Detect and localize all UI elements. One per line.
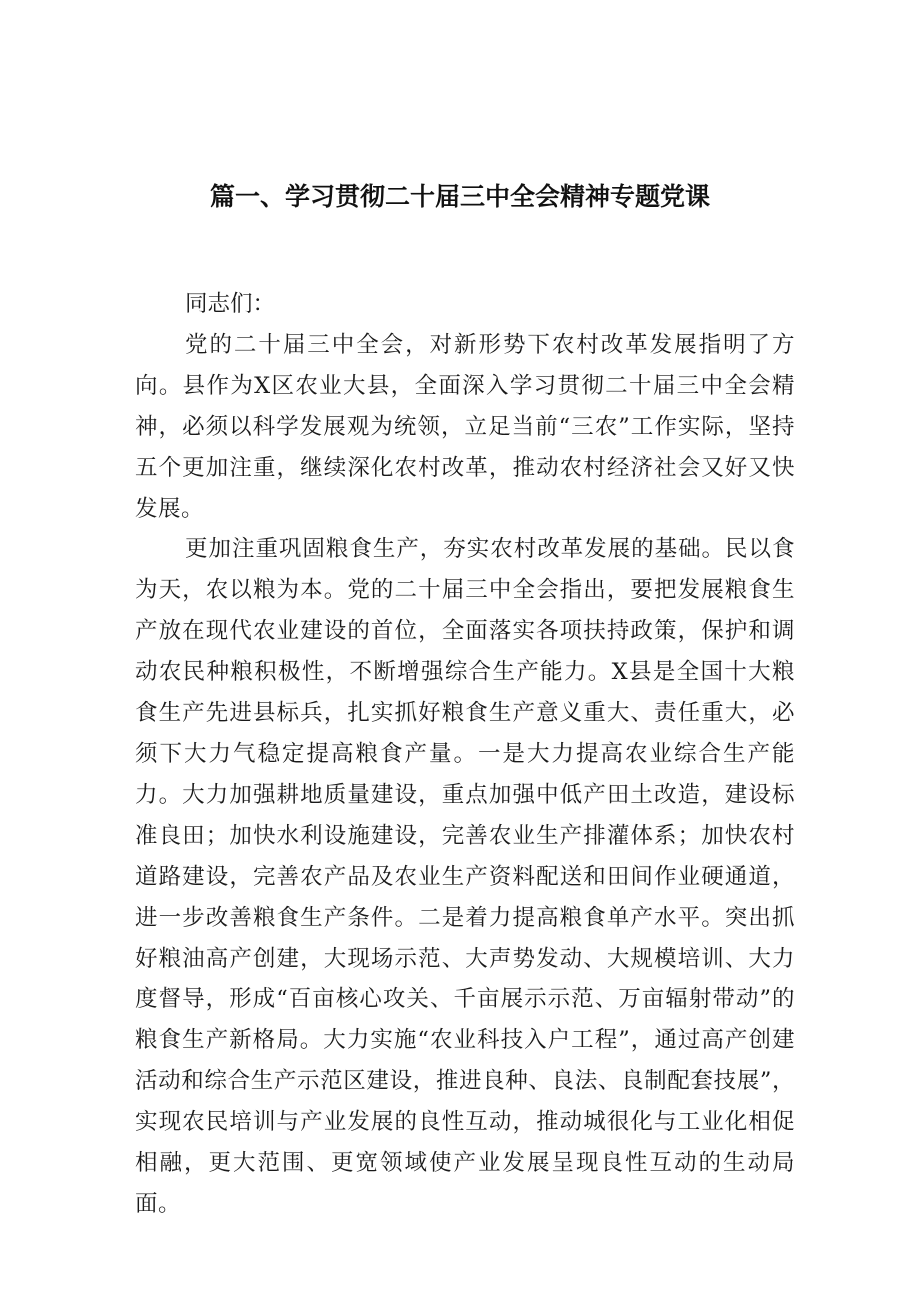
paragraph: 更加注重巩固粮食生产，夯实农村改革发展的基础。民以食为天，农以粮为本。党的二十届三中全会指出，要把发展粮食生产放在现代农业建设的首位，全面落实各项扶持政策，保护和调动农民种粮积极性，不断增强综合生产能力。X县是全国十大粮食生产先进县标兵，扎实抓好粮食生产意义重大、责任重大，必须下大力气稳定提高粮食产量。一是大力提高农业综合生产能力。大力加强耕地质量建设，重点加强中低产田土改造，建设标准良田；加快水利设施建设，完善农业生产排灌体系；加快农村道路建设，完善农产品及农业生产资料配送和田间作业硬通道，进一步改善粮食生产条件。二是着力提高粮食单产水平。突出抓好粮油高产创建，大现场示范、大声势发动、大规模培训、大力度督导，形成“百亩核心攻关、千亩展示示范、万亩辐射带动”的粮食生产新格局。大力实施“农业科技入户工程”，通过高产创建活动和综合生产示范区建设，推进良种、良法、良制配套技展”，实现农民培训与产业发展的良性互动，推动城很化与工业化相促相融，更大范围、更宽领域使产业发展呈现良性互动的生动局面。 xyxy=(135,536,795,1217)
salutation: 同志们： xyxy=(185,291,276,317)
document-body xyxy=(135,284,795,1225)
paragraph: 党的二十届三中全会，对新形势下农村改革发展指明了方向。县作为X区农业大县，全面深入学习贯彻二十届三中全会精神，必须以科学发展观为统领，立足当前“三农”工作实际，坚持五个更加注重，继续深化农村改革，推动农村经济社会又好又快发展。 xyxy=(135,331,795,522)
document-title: 篇一、学习贯彻二十届三中全会精神专题党课 xyxy=(209,182,710,211)
